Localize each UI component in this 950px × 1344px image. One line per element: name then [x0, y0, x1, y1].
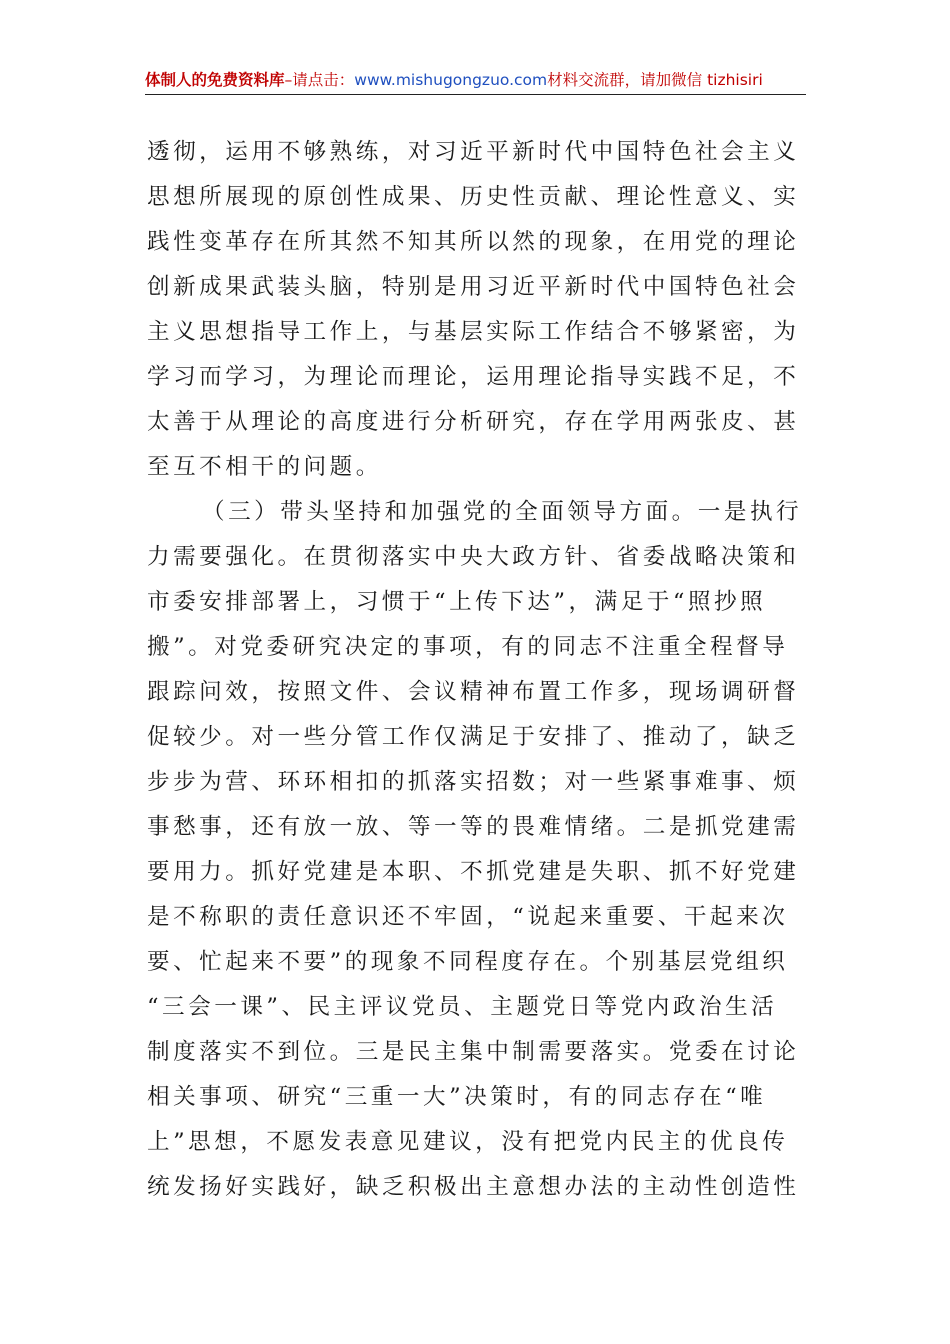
paragraph-first-line: （三）带头坚持和加强党的全面领导方面。一是执行: [202, 499, 803, 525]
text-line: 步步为营、环环相扣的抓落实招数；对一些紧事难事、烦: [147, 769, 800, 795]
text-line: 要、忙起来不要”的现象不同程度存在。个别基层党组织: [147, 949, 789, 975]
text-line: 相关事项、研究“三重一大”决策时，有的同志存在“唯: [147, 1084, 767, 1110]
header-prompt: –请点击：: [284, 71, 355, 89]
header-brand: 体制人的免费资料库: [145, 71, 285, 89]
text-line: 践性变革存在所其然不知其所以然的现象，在用党的理论: [147, 229, 800, 255]
text-line: 力需要强化。在贯彻落实中央大政方针、省委战略决策和: [147, 544, 800, 570]
header-contact: 材料交流群，请加微信 tizhisiri: [547, 71, 763, 89]
text-line: 事愁事，还有放一放、等一等的畏难情绪。二是抓党建需: [147, 814, 800, 840]
text-line: 制度落实不到位。三是民主集中制需要落实。党委在讨论: [147, 1039, 800, 1065]
text-line: 至互不相干的问题。: [147, 454, 382, 480]
text-line: 创新成果武装头脑，特别是用习近平新时代中国特色社会: [147, 274, 800, 300]
text-line: 市委安排部署上，习惯于“上传下达”，满足于“照抄照: [147, 589, 767, 615]
text-line: 促较少。对一些分管工作仅满足于安排了、推动了，缺乏: [147, 724, 800, 750]
text-line: 太善于从理论的高度进行分析研究，存在学用两张皮、甚: [147, 409, 800, 435]
text-line: 跟踪问效，按照文件、会议精神布置工作多，现场调研督: [147, 679, 800, 705]
text-line: 上”思想，不愿发表意见建议，没有把党内民主的优良传: [147, 1129, 789, 1155]
text-line: 是不称职的责任意识还不牢固，“说起来重要、干起来次: [147, 904, 789, 930]
page-header: [145, 66, 806, 95]
text-line: 主义思想指导工作上，与基层实际工作结合不够紧密，为: [147, 319, 800, 345]
text-line: “三会一课”、民主评议党员、主题党日等党内政治生活: [147, 994, 778, 1020]
text-line: 统发扬好实践好，缺乏积极出主意想办法的主动性创造性: [147, 1174, 800, 1200]
text-line: 要用力。抓好党建是本职、不抓党建是失职、抓不好党建: [147, 859, 800, 885]
header-url-link[interactable]: www.mishugongzuo.com: [354, 71, 548, 89]
text-line: 学习而学习，为理论而理论，运用理论指导实践不足，不: [147, 364, 800, 390]
text-line: 搬”。对党委研究决定的事项，有的同志不注重全程督导: [147, 634, 789, 660]
document-body: [147, 130, 807, 1210]
text-line: 透彻，运用不够熟练，对习近平新时代中国特色社会主义: [147, 139, 800, 165]
text-line: 思想所展现的原创性成果、历史性贡献、理论性意义、实: [147, 184, 800, 210]
